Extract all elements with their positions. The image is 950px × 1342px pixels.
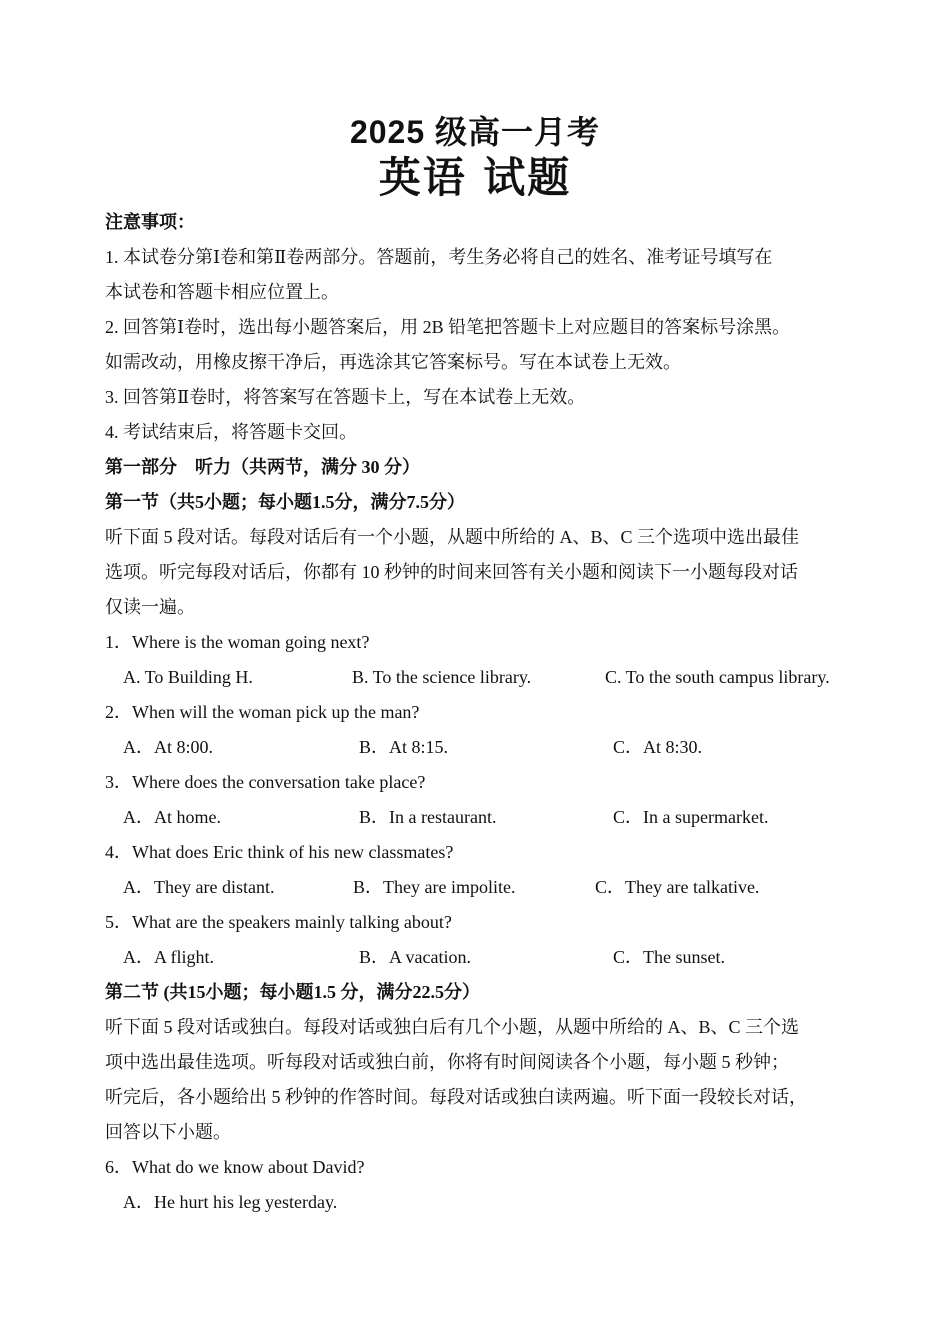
section1-heading: 第一节（共5小题；每小题1.5分，满分7.5分）: [105, 492, 465, 512]
section2-instruction: 听完后，各小题给出 5 秒钟的作答时间。每段对话或独白读两遍。听下面一段较长对话，: [105, 1087, 807, 1107]
question-2: 2．When will the woman pick up the man?: [105, 702, 420, 722]
question-5: 5．What are the speakers mainly talking about?: [105, 912, 452, 932]
question-3: 3．Where does the conversation take place?: [105, 772, 426, 792]
option-a: A．He hurt his leg yesterday.: [123, 1192, 338, 1212]
section2-instruction: 听下面 5 段对话或独白。每段对话或独白后有几个小题，从题中所给的 A、B、C 三个选: [105, 1017, 800, 1037]
notice-line: 4. 考试结束后，将答题卡交回。: [105, 422, 357, 442]
notice-heading: 注意事项：: [105, 212, 195, 232]
question-4: 4．What does Eric think of his new classmates?: [105, 842, 454, 862]
exam-content: [105, 205, 850, 1220]
notice-line: 本试卷和答题卡相应位置上。: [105, 282, 339, 302]
option-c: C．In a supermarket.: [613, 807, 769, 827]
notice-line: 2. 回答第Ⅰ卷时，选出每小题答案后，用 2B 铅笔把答题卡上对应题目的答案标号涂黑。: [105, 317, 791, 337]
options-2: [105, 730, 850, 765]
section2-heading: 第二节 (共15小题；每小题1.5 分，满分22.5分）: [105, 982, 480, 1002]
option-a: A．At home.: [123, 807, 221, 827]
section2-instruction: 项中选出最佳选项。听每段对话或独白前，你将有时间阅读各个小题，每小题 5 秒钟；: [105, 1052, 789, 1072]
exam-title: 2025 级高一月考: [349, 114, 601, 150]
section1-instruction: 听下面 5 段对话。每段对话后有一个小题，从题中所给的 A、B、C 三个选项中选出最佳: [105, 527, 800, 547]
option-a: A．They are distant.: [123, 877, 275, 897]
notice-line: 如需改动，用橡皮擦干净后，再选涂其它答案标号。写在本试卷上无效。: [105, 352, 681, 372]
question-6: 6．What do we know about David?: [105, 1157, 365, 1177]
notice-line: 3. 回答第Ⅱ卷时，将答案写在答题卡上，写在本试卷上无效。: [105, 387, 586, 407]
options-6: [105, 1185, 850, 1220]
option-b: B. To the science library.: [352, 667, 532, 687]
option-c: C. To the south campus library.: [605, 667, 830, 687]
section2-instruction: 回答以下小题。: [105, 1122, 231, 1142]
option-b: B．At 8:15.: [359, 737, 449, 757]
notice-section: [105, 205, 850, 450]
option-c: C．The sunset.: [613, 947, 725, 967]
options-5: [105, 940, 850, 975]
options-4: [105, 870, 850, 905]
question-1: 1．Where is the woman going next?: [105, 632, 370, 652]
option-c: C．They are talkative.: [595, 877, 760, 897]
section1-instruction: 选项。听完每段对话后，你都有 10 秒钟的时间来回答有关小题和阅读下一小题每段对话: [105, 562, 798, 582]
options-1: [105, 660, 850, 695]
option-b: B．A vacation.: [359, 947, 471, 967]
notice-line: 1. 本试卷分第Ⅰ卷和第Ⅱ卷两部分。答题前，考生务必将自己的姓名、准考证号填写在: [105, 247, 773, 267]
part1-heading: 第一部分 听力（共两节，满分 30 分）: [105, 457, 420, 477]
option-a: A．A flight.: [123, 947, 215, 967]
section1-instruction: 仅读一遍。: [105, 597, 195, 617]
option-c: C．At 8:30.: [613, 737, 703, 757]
option-b: B．They are impolite.: [353, 877, 516, 897]
subject-title: 英语 试题: [378, 153, 572, 202]
option-a: A. To Building H.: [123, 667, 253, 687]
option-b: B．In a restaurant.: [359, 807, 497, 827]
option-a: A．At 8:00.: [123, 737, 213, 757]
options-3: [105, 800, 850, 835]
